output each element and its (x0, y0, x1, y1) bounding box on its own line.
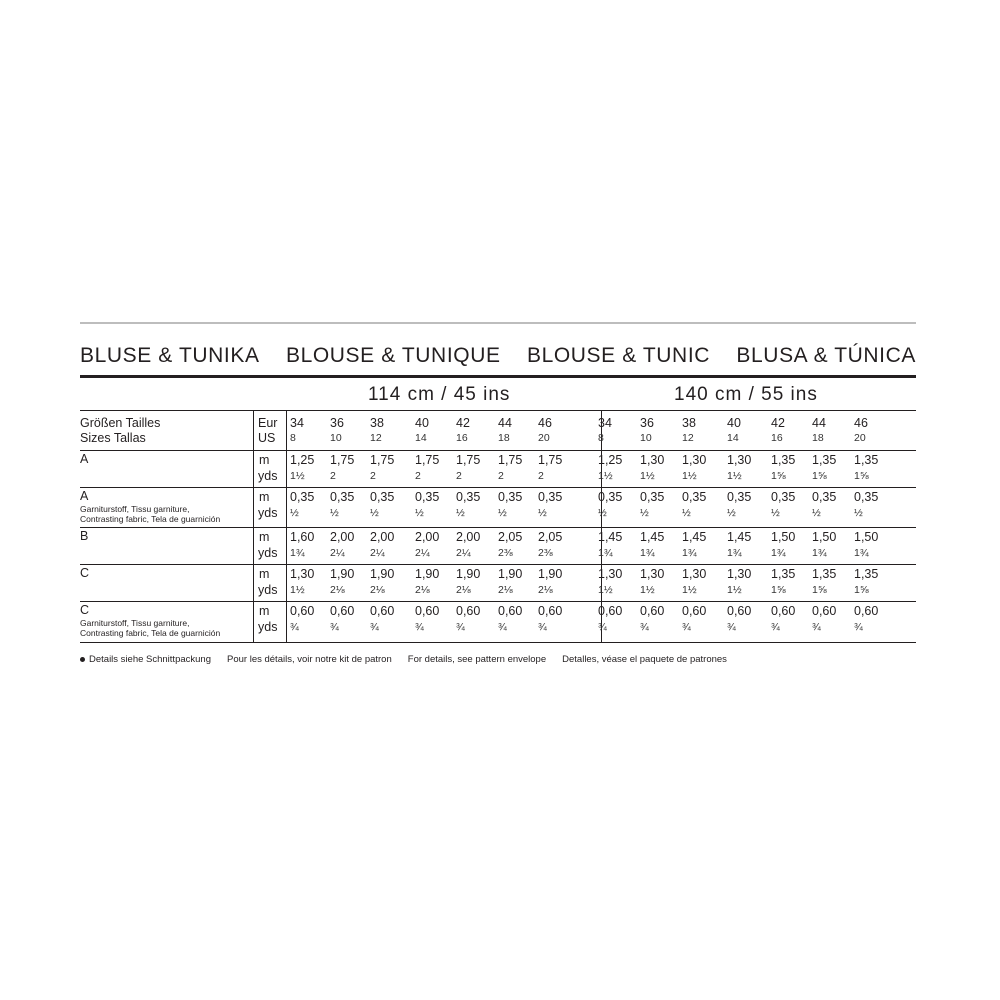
cell-yds: 2 (415, 470, 421, 482)
unit-yds: yds (258, 583, 278, 597)
cell-yds: 1¾ (771, 547, 786, 559)
cell-yds: 1⅝ (771, 470, 786, 482)
size-eur: 36 (330, 416, 344, 430)
size-label-line1: Größen Tailles (80, 416, 161, 430)
cell-m: 1,30 (640, 567, 665, 581)
cell-m: 1,30 (727, 567, 752, 581)
cell-yds: 2¼ (370, 547, 385, 559)
cell-m: 1,30 (640, 453, 665, 467)
cell-yds: ½ (771, 507, 780, 519)
cell-yds: ½ (854, 507, 863, 519)
cell-m: 1,90 (415, 567, 440, 581)
footnote-fr: Pour les détails, voir notre kit de patron (227, 654, 392, 665)
cell-m: 0,35 (640, 490, 665, 504)
cell-yds: ¾ (538, 621, 547, 633)
row-sublabel: Garniturstoff, Tissu garniture, (80, 504, 190, 514)
cell-yds: 2⅛ (370, 584, 385, 596)
cell-yds: 1½ (640, 470, 655, 482)
yardage-chart (80, 0, 916, 1000)
size-us: 14 (415, 432, 427, 444)
cell-m: 1,50 (812, 530, 837, 544)
cell-yds: 2 (370, 470, 376, 482)
cell-yds: 1½ (640, 584, 655, 596)
cell-yds: ½ (498, 507, 507, 519)
size-us: 20 (538, 432, 550, 444)
cell-m: 1,30 (598, 567, 623, 581)
cell-m: 1,35 (854, 453, 879, 467)
cell-m: 1,35 (771, 567, 796, 581)
cell-m: 0,35 (854, 490, 879, 504)
size-eur: 36 (640, 416, 654, 430)
cell-m: 0,35 (456, 490, 481, 504)
size-us: 12 (370, 432, 382, 444)
cell-yds: 1¾ (854, 547, 869, 559)
cell-yds: 2⅛ (415, 584, 430, 596)
title-en: BLOUSE & TUNIC (526, 344, 711, 367)
cell-m: 0,35 (727, 490, 752, 504)
cell-m: 1,35 (854, 567, 879, 581)
cell-yds: ¾ (854, 621, 863, 633)
cell-m: 1,90 (456, 567, 481, 581)
cell-yds: ½ (456, 507, 465, 519)
cell-m: 0,35 (598, 490, 623, 504)
cell-yds: ¾ (290, 621, 299, 633)
cell-m: 1,50 (854, 530, 879, 544)
bullet-icon (80, 657, 85, 662)
cell-m: 0,60 (456, 604, 481, 618)
cell-yds: 2¼ (456, 547, 471, 559)
cell-m: 1,75 (415, 453, 440, 467)
row-sublabel: Contrasting fabric, Tela de guarnición (80, 628, 221, 638)
cell-m: 1,35 (771, 453, 796, 467)
cell-m: 0,35 (771, 490, 796, 504)
cell-yds: 1¾ (682, 547, 697, 559)
cell-m: 1,30 (682, 453, 707, 467)
cell-m: 0,60 (682, 604, 707, 618)
cell-m: 0,35 (498, 490, 523, 504)
cell-m: 2,00 (415, 530, 440, 544)
cell-m: 1,35 (812, 453, 837, 467)
cell-yds: ¾ (771, 621, 780, 633)
cell-m: 1,90 (498, 567, 523, 581)
footnote-de (80, 654, 211, 665)
size-eur: 40 (727, 416, 741, 430)
cell-yds: ½ (370, 507, 379, 519)
cell-m: 0,60 (330, 604, 355, 618)
fabric-width-140: 140 cm / 55 ins (674, 384, 818, 405)
cell-m: 1,45 (640, 530, 665, 544)
cell-yds: 1¾ (727, 547, 742, 559)
cell-m: 0,60 (415, 604, 440, 618)
cell-m: 0,60 (727, 604, 752, 618)
eur-unit-label: Eur (258, 416, 278, 430)
cell-m: 1,30 (290, 567, 315, 581)
cell-m: 1,75 (330, 453, 355, 467)
cell-yds: ¾ (370, 621, 379, 633)
size-us: 18 (812, 432, 824, 444)
unit-m: m (259, 567, 270, 581)
cell-yds: ½ (598, 507, 607, 519)
unit-yds: yds (258, 506, 278, 520)
cell-yds: ½ (290, 507, 299, 519)
cell-yds: ½ (330, 507, 339, 519)
cell-m: 1,30 (682, 567, 707, 581)
cell-yds: 1½ (682, 584, 697, 596)
cell-yds: 2⅛ (538, 584, 553, 596)
cell-yds: 2 (456, 470, 462, 482)
unit-m: m (259, 453, 270, 467)
footnote-de-text: Details siehe Schnittpackung (89, 654, 211, 665)
table-row-rule (80, 601, 916, 602)
size-us: 16 (771, 432, 783, 444)
cell-m: 0,35 (330, 490, 355, 504)
size-label-line2: Sizes Tallas (80, 431, 146, 445)
cell-m: 1,90 (538, 567, 563, 581)
cell-m: 0,35 (682, 490, 707, 504)
table-row-rule (80, 487, 916, 488)
cell-yds: 1⅝ (812, 470, 827, 482)
unit-yds: yds (258, 620, 278, 634)
cell-m: 0,35 (290, 490, 315, 504)
cell-yds: ¾ (330, 621, 339, 633)
cell-yds: ½ (415, 507, 424, 519)
unit-m: m (259, 490, 270, 504)
footnote-en: For details, see pattern envelope (407, 654, 547, 665)
cell-yds: 1¾ (598, 547, 613, 559)
size-us: 10 (640, 432, 652, 444)
size-us: 10 (330, 432, 342, 444)
cell-yds: 1½ (598, 584, 613, 596)
size-eur: 42 (456, 416, 470, 430)
cell-yds: ½ (640, 507, 649, 519)
cell-yds: 2⅛ (456, 584, 471, 596)
size-us: 18 (498, 432, 510, 444)
cell-m: 1,75 (538, 453, 563, 467)
table-row-rule (80, 450, 916, 451)
cell-m: 2,05 (538, 530, 563, 544)
cell-m: 1,75 (370, 453, 395, 467)
cell-m: 0,60 (771, 604, 796, 618)
cell-yds: 1¾ (812, 547, 827, 559)
cell-yds: ½ (812, 507, 821, 519)
cell-m: 1,25 (290, 453, 315, 467)
cell-yds: ¾ (812, 621, 821, 633)
cell-m: 1,35 (812, 567, 837, 581)
cell-m: 0,60 (370, 604, 395, 618)
title-es: BLUSA & TÚNICA (736, 344, 916, 367)
table-row-rule (80, 564, 916, 565)
cell-m: 0,35 (415, 490, 440, 504)
cell-yds: 1½ (727, 584, 742, 596)
cell-m: 0,60 (640, 604, 665, 618)
size-eur: 38 (370, 416, 384, 430)
cell-yds: ½ (538, 507, 547, 519)
row-view-label: A (80, 489, 89, 503)
row-sublabel: Contrasting fabric, Tela de guarnición (80, 514, 221, 524)
size-eur: 38 (682, 416, 696, 430)
cell-m: 1,90 (330, 567, 355, 581)
size-us: 8 (290, 432, 296, 444)
cell-m: 0,60 (598, 604, 623, 618)
size-eur: 40 (415, 416, 429, 430)
table-row-rule (80, 642, 916, 643)
size-us: 8 (598, 432, 604, 444)
cell-m: 1,45 (727, 530, 752, 544)
cell-m: 0,35 (538, 490, 563, 504)
cell-m: 0,60 (854, 604, 879, 618)
size-eur: 34 (290, 416, 304, 430)
cell-yds: ¾ (498, 621, 507, 633)
footnote-es: Detalles, véase el paquete de patrones (562, 654, 727, 665)
unit-m: m (259, 530, 270, 544)
cell-m: 1,30 (727, 453, 752, 467)
title-fr: BLOUSE & TUNIQUE (285, 344, 501, 367)
title-row (80, 344, 916, 368)
cell-m: 0,60 (498, 604, 523, 618)
size-eur: 44 (812, 416, 826, 430)
cell-m: 1,50 (771, 530, 796, 544)
cell-m: 0,60 (812, 604, 837, 618)
row-view-label: C (80, 603, 90, 617)
cell-yds: 1½ (682, 470, 697, 482)
cell-yds: 2¼ (415, 547, 430, 559)
row-sublabel: Garniturstoff, Tissu garniture, (80, 618, 190, 628)
cell-yds: 2⅛ (330, 584, 345, 596)
cell-m: 1,45 (682, 530, 707, 544)
unit-yds: yds (258, 546, 278, 560)
cell-yds: ¾ (415, 621, 424, 633)
cell-yds: ¾ (682, 621, 691, 633)
size-us: 12 (682, 432, 694, 444)
cell-m: 1,60 (290, 530, 315, 544)
cell-m: 2,00 (330, 530, 355, 544)
cell-yds: 2 (330, 470, 336, 482)
cell-yds: 1⅝ (771, 584, 786, 596)
cell-yds: ½ (727, 507, 736, 519)
cell-m: 0,35 (370, 490, 395, 504)
cell-yds: 2¼ (330, 547, 345, 559)
cell-m: 0,60 (538, 604, 563, 618)
top-rule (80, 322, 916, 324)
cell-yds: ¾ (598, 621, 607, 633)
row-view-label: C (80, 566, 90, 580)
footnotes (80, 654, 727, 665)
table-row-rule (80, 527, 916, 528)
cell-m: 1,75 (498, 453, 523, 467)
unit-yds: yds (258, 469, 278, 483)
cell-yds: 2 (498, 470, 504, 482)
size-eur: 46 (854, 416, 868, 430)
cell-m: 2,00 (370, 530, 395, 544)
cell-m: 0,35 (812, 490, 837, 504)
cell-m: 2,00 (456, 530, 481, 544)
title-rule (80, 375, 916, 378)
unit-column-divider (253, 410, 254, 642)
fabric-width-114: 114 cm / 45 ins (368, 384, 511, 405)
unit-m: m (259, 604, 270, 618)
cell-m: 1,25 (598, 453, 623, 467)
cell-yds: 2⅛ (498, 584, 513, 596)
cell-yds: ½ (682, 507, 691, 519)
size-us: 16 (456, 432, 468, 444)
cell-m: 0,60 (290, 604, 315, 618)
cell-yds: 1½ (290, 584, 305, 596)
cell-yds: 1⅝ (854, 584, 869, 596)
cell-yds: 1½ (598, 470, 613, 482)
size-eur: 44 (498, 416, 512, 430)
title-de: BLUSE & TUNIKA (80, 344, 260, 367)
cell-yds: 2⅜ (538, 547, 553, 559)
table-row-rule (80, 410, 916, 411)
cell-yds: 1¾ (640, 547, 655, 559)
size-us: 20 (854, 432, 866, 444)
cell-yds: 1⅝ (812, 584, 827, 596)
cell-yds: ¾ (456, 621, 465, 633)
size-us: 14 (727, 432, 739, 444)
us-unit-label: US (258, 431, 276, 445)
cell-yds: 2⅜ (498, 547, 513, 559)
cell-yds: 1½ (290, 470, 305, 482)
cell-yds: 2 (538, 470, 544, 482)
cell-yds: 1½ (727, 470, 742, 482)
size-eur: 42 (771, 416, 785, 430)
cell-m: 1,75 (456, 453, 481, 467)
cell-yds: ¾ (727, 621, 736, 633)
cell-yds: 1⅝ (854, 470, 869, 482)
cell-m: 1,90 (370, 567, 395, 581)
cell-yds: 1¾ (290, 547, 305, 559)
cell-yds: ¾ (640, 621, 649, 633)
row-view-label: A (80, 452, 89, 466)
row-view-label: B (80, 529, 89, 543)
label-column-divider (286, 410, 287, 642)
cell-m: 2,05 (498, 530, 523, 544)
cell-m: 1,45 (598, 530, 623, 544)
size-eur: 46 (538, 416, 552, 430)
size-eur: 34 (598, 416, 612, 430)
